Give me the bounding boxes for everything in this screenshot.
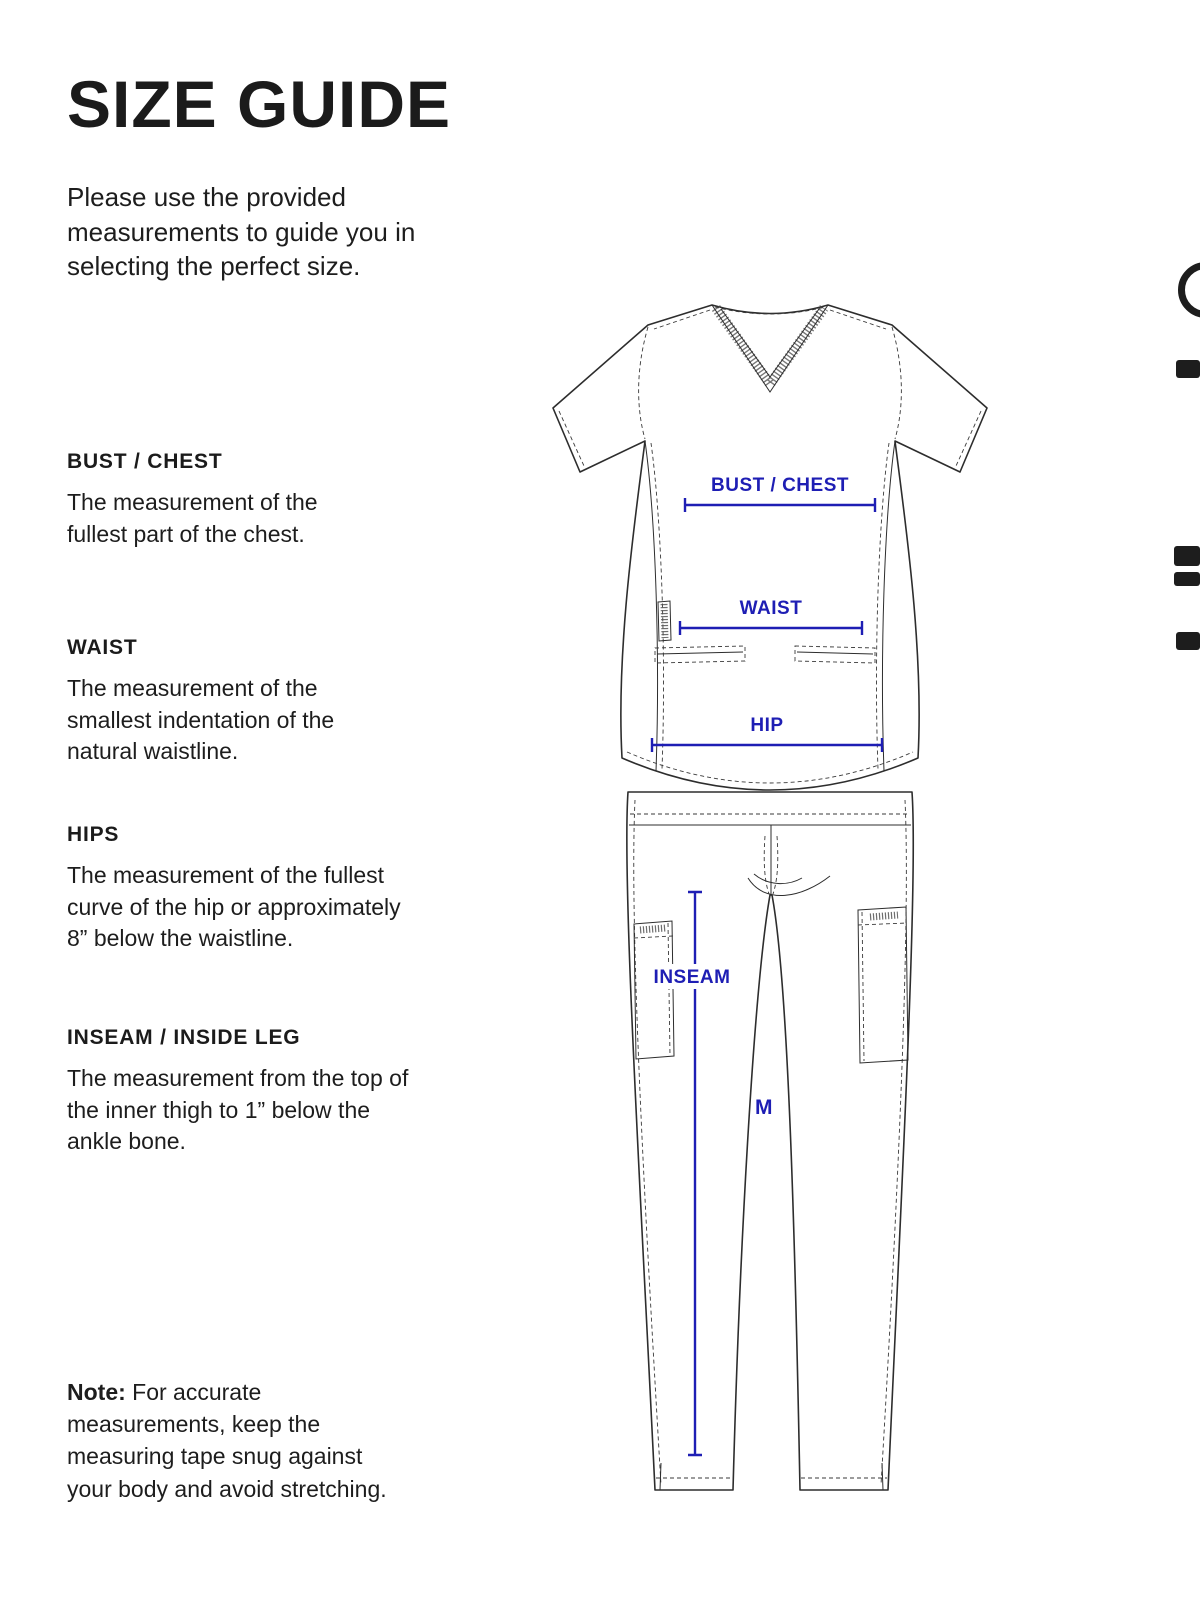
edge-fragment-4	[1174, 572, 1200, 586]
edge-fragment-5	[1176, 632, 1200, 650]
definition-bust-heading: BUST / CHEST	[67, 450, 223, 473]
size-marker: M	[755, 1096, 773, 1119]
definition-inseam-body: The measurement from the top of the inner thigh to 1” below the ankle bone.	[67, 1065, 409, 1155]
definition-bust	[67, 450, 372, 550]
inseam-measure-label: INSEAM	[653, 967, 731, 988]
intro-text: Please use the provided measurements to guide you in selecting the perfect size.	[67, 182, 416, 282]
edge-fragment-3	[1174, 546, 1200, 566]
definition-hips	[67, 823, 427, 955]
note	[67, 1376, 407, 1505]
definition-bust-body: The measurement of the fullest part of the chest.	[67, 489, 318, 547]
definition-hips-body: The measurement of the fullest curve of the hip or approximately 8” below the waistline.	[67, 862, 401, 952]
definition-waist-body: The measurement of the smallest indentation of the natural waistline.	[67, 675, 335, 765]
definition-inseam	[67, 1026, 412, 1158]
hip-measure-label: HIP	[750, 715, 784, 736]
definition-hips-heading: HIPS	[67, 823, 120, 846]
bust-measure-label: BUST / CHEST	[711, 475, 849, 496]
garment-diagram-svg	[540, 280, 1000, 1530]
edge-fragment-1	[1178, 262, 1200, 318]
note-text: For accurate measurements, keep the measuring tape snug against your body and avoid stretching.	[67, 1379, 387, 1502]
scrub-pants-illustration	[627, 792, 913, 1490]
definition-waist	[67, 636, 397, 768]
definition-inseam-heading: INSEAM / INSIDE LEG	[67, 1026, 301, 1049]
note-label: Note:	[67, 1379, 126, 1405]
definition-waist-heading: WAIST	[67, 636, 138, 659]
edge-fragment-2	[1176, 360, 1200, 378]
garment-diagram	[540, 280, 1000, 1530]
page-title: SIZE GUIDE	[67, 67, 452, 141]
waist-measure-label: WAIST	[739, 598, 803, 619]
